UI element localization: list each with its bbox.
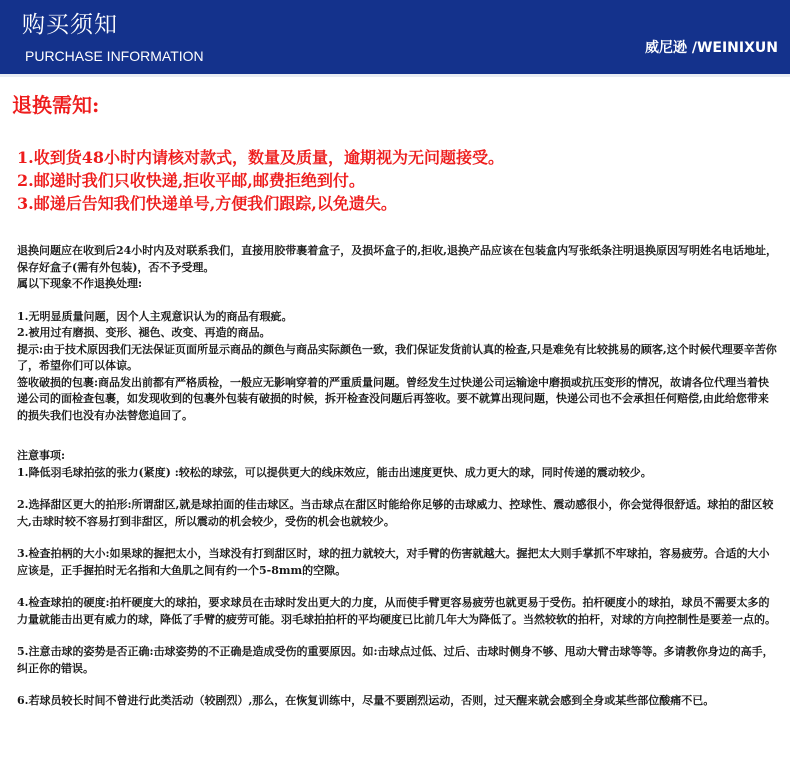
note-item: 4.检查球拍的硬度:拍杆硬度大的球拍，要求球员在击球时发出更大的力度，从而使手臂更容易疲劳也就更易于受伤。拍杆硬度小的球拍，球员不需要太多的力量就能击出更有威力的球，降低了手臂的疲劳可能。羽毛球拍拍杆的平均硬度已比前几年大为降低了。当然较软的拍杆，对球的方向控制性是要差一点的。 <box>17 596 776 626</box>
header-divider <box>0 74 790 77</box>
return-notice-title: 退换需知: <box>12 93 100 117</box>
exclusion-item: 2.被用过有磨损、变形、褪色、改变、再造的商品。 <box>17 326 271 339</box>
exclusion-tip: 提示:由于技术原因我们无法保证页面所显示商品的颜色与商品实际颜色一致，我们保证发货前认真的检查,只是难免有比较挑易的顾客,这个时候代理要辛苦你了，希望你们可以体谅。 <box>17 342 777 372</box>
return-policy-intro: 退换问题应在收到后24小时内及对联系我们，直接用胶带裹着盒子，及损坏盒子的,拒收,退换产品应该在包装盒内写张纸条注明退换原因写明姓名电话地址，保存好盒子(需有外包装)，否不予受理。 <box>17 244 777 274</box>
brand-name: 威尼逊 /WEINIXUN <box>644 40 778 56</box>
return-policy-section <box>17 243 777 424</box>
return-notice-item: 1.收到货48小时内请核对款式，数量及质量，逾期视为无问题接受。 <box>17 148 504 167</box>
note-item: 2.选择甜区更大的拍形:所谓甜区,就是球拍面的佳击球区。当击球点在甜区时能给你足够的击球威力、控球性、震动感很小，你会觉得很舒适。球拍的甜区较大,击球时较不容易打到非甜区，所以震动的机会较少，受伤的机会也就较少。 <box>17 498 774 528</box>
exclusion-damaged-package: 签收破损的包裹:商品发出前都有严格质检，一般应无影响穿着的严重质量问题。曾经发生过快递公司运输途中磨损或抗压变形的情况，故请各位代理当着快递公司的面检查包裹，如发现收到的包裹外包装有破损的时候，拆开检查没问题后再签收。要不就算出现问题，快递公司也不会承担任何赔偿,由此给您带来的损失我们也没有办法替您追回了。 <box>17 375 770 422</box>
exclusion-item: 1.无明显质量问题，因个人主观意识认为的商品有瑕疵。 <box>17 309 293 323</box>
exclusions-heading: 属以下现象不作退换处理: <box>17 277 143 290</box>
return-notice-item: 3.邮递后告知我们快递单号,方便我们跟踪,以免遗失。 <box>17 194 397 213</box>
note-item: 6.若球员较长时间不曾进行此类活动（较剧烈）,那么，在恢复训练中，尽量不要剧烈运动，否则，过天醒来就会感到全身或某些部位酸痛不已。 <box>17 694 715 707</box>
note-item: 3.检查拍柄的大小:如果球的握把太小，当球没有打到甜区时，球的扭力就较大，对手臂的伤害就越大。握把太大则手掌抓不牢球拍，容易疲劳。合适的大小应该是，正手握拍时无名指和大鱼肌之间有约一个5-8mm的空隙。 <box>17 547 770 577</box>
notes-heading: 注意事项: <box>17 449 66 462</box>
header-banner <box>0 0 790 74</box>
page-subtitle: PURCHASE INFORMATION <box>25 48 204 64</box>
return-notice-list <box>17 146 504 215</box>
notes-section <box>17 448 777 710</box>
note-item: 1.降低羽毛球拍弦的张力(紧度) :较松的球弦，可以提供更大的线床效应，能击出速度更快、成力更大的球，同时传递的震动较少。 <box>17 465 652 479</box>
return-notice-item: 2.邮递时我们只收快递,拒收平邮,邮费拒绝到付。 <box>17 171 365 190</box>
page-title: 购买须知 <box>22 12 118 38</box>
note-item: 5.注意击球的姿势是否正确:击球姿势的不正确是造成受伤的重要原因。如:击球点过低、过后、击球时侧身不够、甩动大臂击球等等。多请教你身边的高手，纠正你的错误。 <box>17 645 774 675</box>
